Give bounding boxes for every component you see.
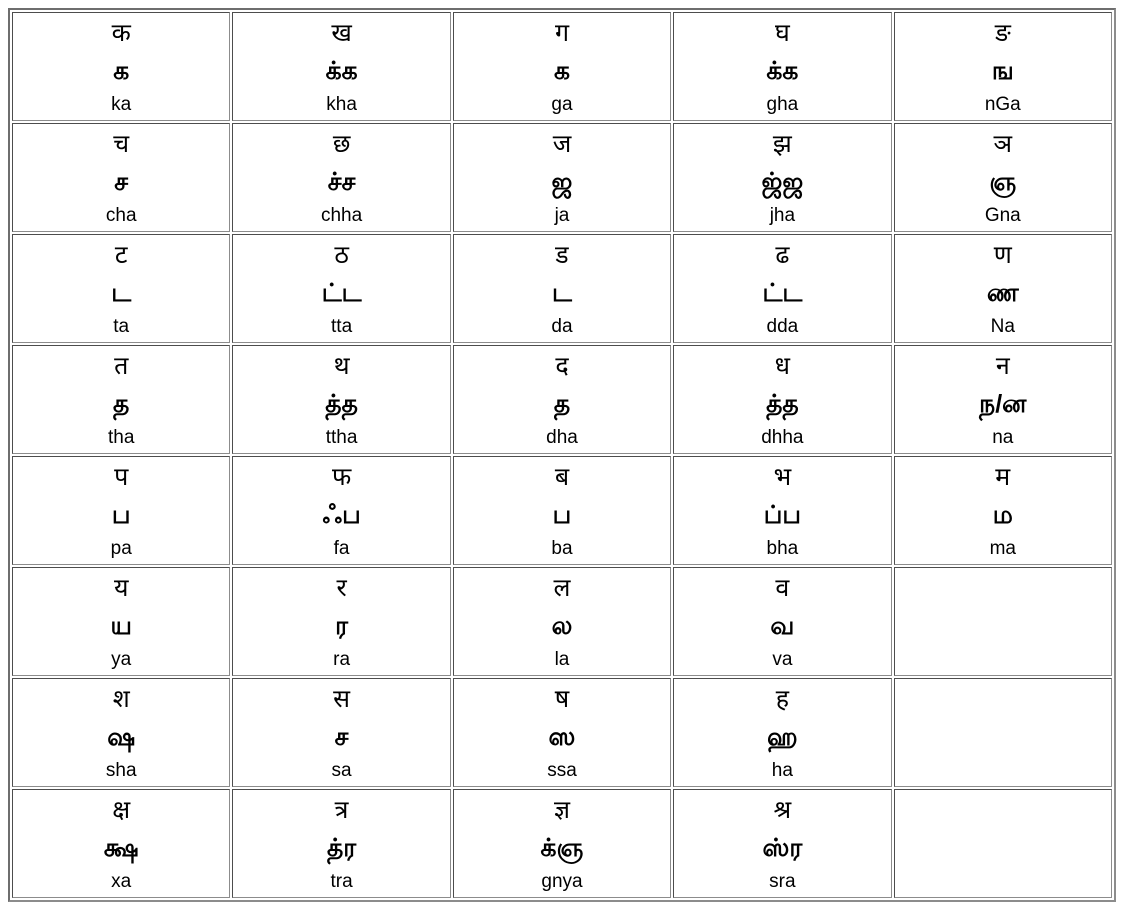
table-row [12, 567, 1112, 676]
devanagari-letter: ब [554, 463, 570, 491]
roman-label: Gna [984, 205, 1021, 226]
devanagari-letter: ग [554, 19, 570, 47]
roman-label: sra [769, 871, 796, 892]
devanagari-letter: थ [333, 352, 350, 380]
tamil-letter: க்ஷ [103, 834, 139, 862]
table-cell-ka [12, 12, 230, 121]
devanagari-letter: त्र [334, 796, 349, 824]
tamil-letter: ஸ [548, 723, 576, 751]
table-row [12, 234, 1112, 343]
table-cell-ttha [232, 345, 450, 454]
table-row [12, 123, 1112, 232]
table-cell-ya [12, 567, 230, 676]
table-cell-sra [673, 789, 891, 898]
table-cell-dhha [673, 345, 891, 454]
transliteration-table [8, 8, 1116, 902]
table-cell-fa [232, 456, 450, 565]
devanagari-letter: क [111, 19, 131, 47]
table-cell-empty [894, 789, 1112, 898]
tamil-letter: த [113, 390, 130, 418]
roman-label: da [551, 316, 573, 337]
tamil-letter: ப [111, 501, 131, 529]
table-cell-gnya [453, 789, 671, 898]
table-cell-empty [894, 678, 1112, 787]
table-cell-ma [894, 456, 1112, 565]
table-cell-xa [12, 789, 230, 898]
tamil-letter: க [553, 57, 570, 85]
table-cell-na [894, 345, 1112, 454]
devanagari-letter: ड [555, 241, 569, 269]
roman-label: sha [105, 760, 137, 781]
tamil-letter: ப [552, 501, 572, 529]
tamil-letter: க [113, 57, 130, 85]
roman-label: va [772, 649, 793, 670]
devanagari-letter: ण [993, 241, 1012, 269]
table-cell-tra [232, 789, 450, 898]
roman-label: ga [551, 94, 573, 115]
devanagari-letter: ङ [994, 19, 1011, 47]
roman-label: ba [551, 538, 573, 559]
tamil-letter: ஜ [551, 168, 573, 196]
roman-label: tra [330, 871, 353, 892]
table-cell-tta [232, 234, 450, 343]
table-cell-sa [232, 678, 450, 787]
tamil-letter: ங [991, 57, 1014, 85]
table-cell-chha [232, 123, 450, 232]
roman-label: ra [333, 649, 351, 670]
roman-label: dda [766, 316, 799, 337]
table-cell-ssa [453, 678, 671, 787]
tamil-letter: ட [552, 279, 572, 307]
devanagari-letter: फ [331, 463, 352, 491]
table-row [12, 12, 1112, 121]
devanagari-letter: द [555, 352, 569, 380]
tamil-letter: ர [335, 612, 349, 640]
table-cell-pa [12, 456, 230, 565]
table-cell-cha [12, 123, 230, 232]
tamil-letter: க்க [325, 57, 358, 85]
tamil-letter: த்த [325, 390, 358, 418]
roman-label: ssa [547, 760, 577, 781]
tamil-letter: ஃப [322, 501, 361, 529]
roman-label: sa [331, 760, 352, 781]
tamil-letter: த [553, 390, 571, 418]
table-row [12, 789, 1112, 898]
devanagari-letter: ठ [334, 241, 349, 269]
roman-label: fa [333, 538, 350, 559]
devanagari-letter: ढ [775, 241, 790, 269]
devanagari-letter: छ [332, 130, 351, 158]
table-cell-ha [673, 678, 891, 787]
tamil-letter: ச [334, 723, 349, 751]
roman-label: pa [110, 538, 132, 559]
table-cell-bha [673, 456, 891, 565]
table-cell-ja [453, 123, 671, 232]
tamil-letter: ஞ [989, 168, 1017, 196]
tamil-letter: ண [986, 279, 1019, 307]
table-cell-dha [453, 345, 671, 454]
tamil-letter: ட்ட [321, 279, 362, 307]
tamil-letter: ச்ச [327, 168, 356, 196]
table-body [12, 12, 1112, 898]
tamil-letter: வ [770, 612, 795, 640]
devanagari-letter: प [114, 463, 129, 491]
roman-label: nGa [984, 94, 1021, 115]
roman-label: chha [320, 205, 363, 226]
roman-label: ya [111, 649, 132, 670]
tamil-letter: ப்ப [763, 501, 801, 529]
devanagari-letter: ध [774, 352, 791, 380]
tamil-letter: க்க [766, 57, 799, 85]
roman-label: dha [546, 427, 578, 448]
devanagari-letter: श [112, 685, 130, 713]
table-cell-tha [12, 345, 230, 454]
devanagari-letter: त [114, 352, 129, 380]
tamil-letter: ந/ன [979, 390, 1027, 418]
devanagari-letter: च [113, 130, 130, 158]
table-cell-ta [12, 234, 230, 343]
devanagari-letter: श्र [773, 796, 792, 824]
table-cell-jha [673, 123, 891, 232]
roman-label: Na [990, 316, 1015, 337]
devanagari-letter: झ [772, 130, 792, 158]
table-cell-Na [894, 234, 1112, 343]
tamil-letter: ஸ்ர [762, 834, 803, 862]
tamil-letter: ச [114, 168, 129, 196]
tamil-letter: ஜ்ஜ [761, 168, 804, 196]
tamil-letter: ஹ [767, 723, 798, 751]
table-cell-gha [673, 12, 891, 121]
table-cell-va [673, 567, 891, 676]
roman-label: ma [989, 538, 1016, 559]
devanagari-letter: न [995, 352, 1010, 380]
roman-label: ja [554, 205, 570, 226]
tamil-letter: த்த [766, 390, 799, 418]
devanagari-letter: भ [773, 463, 792, 491]
roman-label: ta [113, 316, 130, 337]
roman-label: ha [771, 760, 793, 781]
tamil-letter: ட [111, 279, 132, 307]
table-cell-la [453, 567, 671, 676]
table-row [12, 456, 1112, 565]
table-cell-Gna [894, 123, 1112, 232]
tamil-letter: ட்ட [762, 279, 803, 307]
roman-label: tha [107, 427, 135, 448]
devanagari-letter: व [775, 574, 790, 602]
devanagari-letter: म [995, 463, 1011, 491]
roman-label: gha [766, 94, 799, 115]
roman-label: cha [105, 205, 137, 226]
table-cell-ga [453, 12, 671, 121]
table-cell-sha [12, 678, 230, 787]
roman-label: dhha [761, 427, 804, 448]
table-cell-nGa [894, 12, 1112, 121]
devanagari-letter: ट [114, 241, 128, 269]
devanagari-letter: ह [775, 685, 789, 713]
tamil-letter: ம [992, 501, 1013, 529]
roman-label: kha [326, 94, 357, 115]
tamil-letter: ய [110, 612, 132, 640]
roman-label: bha [766, 538, 799, 559]
devanagari-letter: ज [552, 130, 572, 158]
devanagari-letter: घ [774, 19, 790, 47]
roman-label: na [992, 427, 1014, 448]
table-cell-empty [894, 567, 1112, 676]
devanagari-letter: ञ [993, 130, 1013, 158]
devanagari-letter: क्ष [112, 796, 131, 824]
devanagari-letter: ष [554, 685, 570, 713]
table-row [12, 678, 1112, 787]
roman-label: xa [111, 871, 132, 892]
devanagari-letter: य [113, 574, 129, 602]
devanagari-letter: स [333, 685, 351, 713]
devanagari-letter: ज्ञ [553, 796, 570, 824]
table-row [12, 345, 1112, 454]
table-cell-dda [673, 234, 891, 343]
devanagari-letter: र [336, 574, 347, 602]
tamil-letter: ஷ [107, 723, 136, 751]
roman-label: jha [769, 205, 796, 226]
roman-label: la [554, 649, 570, 670]
table-cell-ba [453, 456, 671, 565]
table-cell-da [453, 234, 671, 343]
devanagari-letter: ल [553, 574, 571, 602]
devanagari-letter: ख [331, 19, 352, 47]
tamil-letter: த்ர [326, 834, 357, 862]
roman-label: gnya [541, 871, 583, 892]
roman-label: tta [331, 316, 353, 337]
table-cell-ra [232, 567, 450, 676]
tamil-letter: ல [551, 612, 573, 640]
roman-label: ka [111, 94, 132, 115]
roman-label: ttha [325, 427, 358, 448]
table-cell-kha [232, 12, 450, 121]
tamil-letter: க்ஞ [540, 834, 584, 862]
